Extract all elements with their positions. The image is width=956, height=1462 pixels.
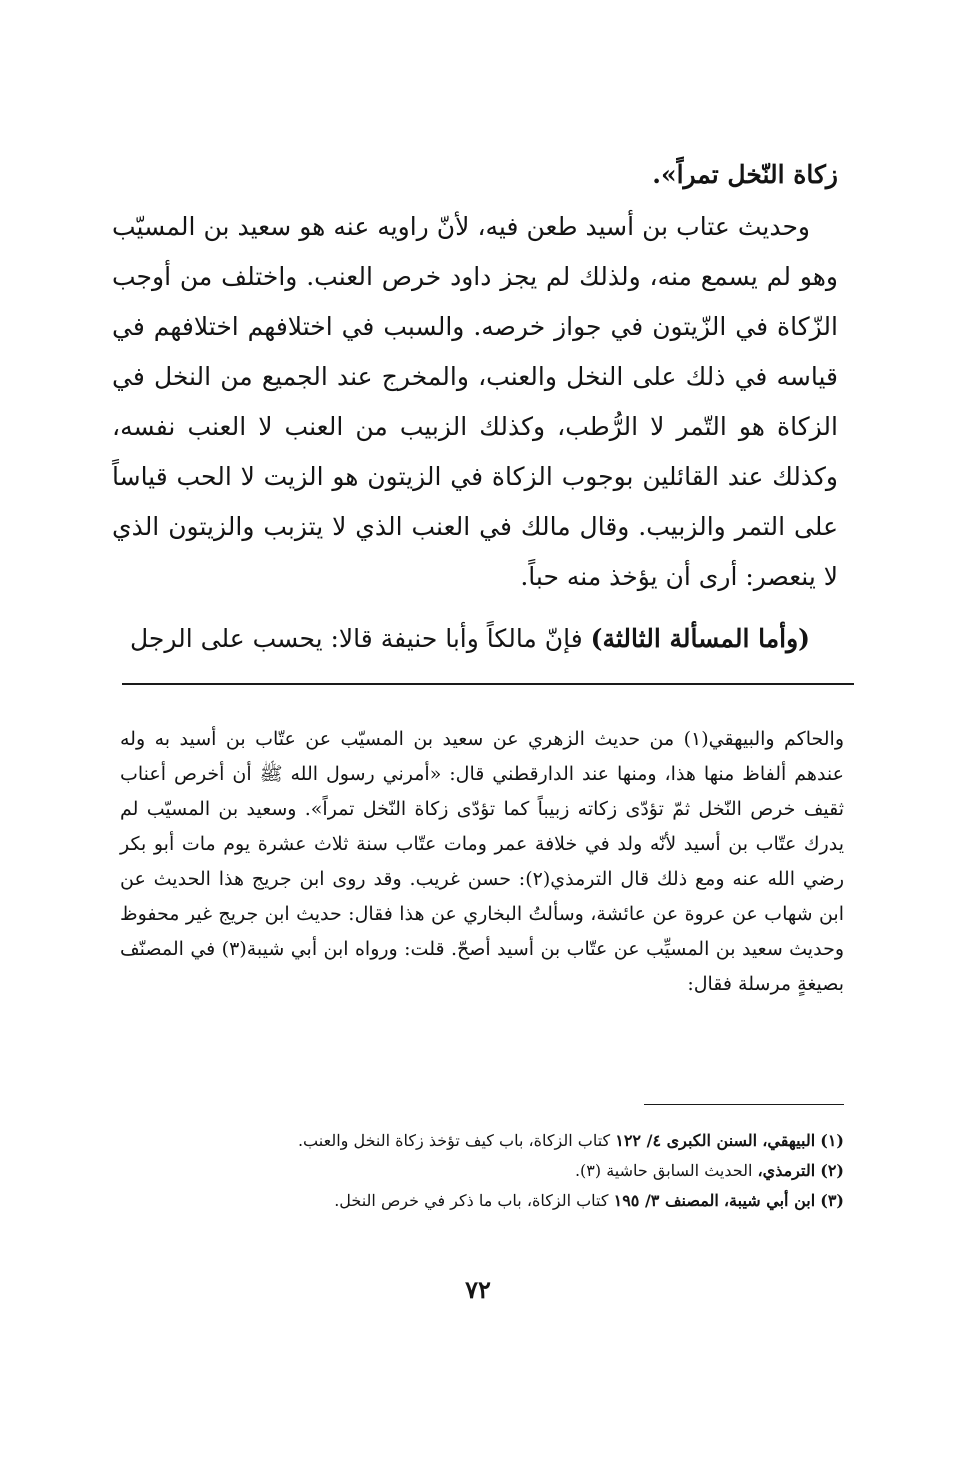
commentary-paragraph: والحاكم والبيهقي(١) من حديث الزهري عن سعيد بن المسيّب عن عتّاب بن أسيد به وله عندهم ألفاظ منها هذا، ومنها عند الدارقطني قال: «أمرني رسول الله ﷺ أن أخرص أعناب ثقيف خرص النّخل ثمّ تؤدّى زكاته زبيباً كما تؤدّى زكاة النّخل تمراً». وسعيد بن المسيّب لم يدرك عتّاب بن أسيد لأنّه ولد في خلافة عمر ومات عتّاب سنة ثلاث عشرة يوم مات أبو بكر رضي الله عنه ومع ذلك قال الترمذي(٢): حسن غريب. وقد روى ابن جريج هذا الحديث عن ابن شهاب عن عروة عن عائشة، وسألتُ البخاري عن هذا فقال: حديث ابن جريج غير محفوظ وحديث سعيد بن المسيِّب عن عتّاب بن أسيد أصحّ. قلت: ورواه ابن أبي شيبة(٣) في المصنّف بصيغةٍ مرسلة فقال:	[120, 728, 844, 995]
commentary-block	[120, 722, 844, 1002]
footnote-rule	[644, 1104, 844, 1105]
section-heading: (وأما المسألة الثالثة)	[590, 624, 810, 653]
footnote-text: الحديث السابق حاشية (٣).	[574, 1161, 753, 1180]
page-number: ٧٢	[465, 1275, 491, 1304]
lead-line: زكاة النّخل تمراً».	[652, 160, 838, 189]
footnote-reference: السنن الكبرى ٤/ ١٢٢	[615, 1131, 758, 1150]
section-text: فإنّ مالكاً وأبا حنيفة قالا: يحسب على الرجل	[129, 624, 591, 653]
footnote-1	[140, 1126, 844, 1156]
footnote-number: (٣)	[820, 1191, 844, 1210]
section-paragraph	[112, 614, 838, 664]
main-text	[112, 150, 838, 664]
footnote-number: (١)	[820, 1131, 844, 1150]
footnote-3	[140, 1186, 844, 1216]
commentary-divider	[122, 683, 854, 685]
footnote-author: الترمذي،	[757, 1161, 816, 1180]
footnote-author: ابن أبي شيبة،	[723, 1191, 816, 1210]
footnote-text: كتاب الزكاة، باب كيف تؤخذ زكاة النخل والعنب.	[297, 1131, 611, 1150]
footnote-number: (٢)	[820, 1161, 844, 1180]
footnote-text: كتاب الزكاة، باب ما ذكر في خرص النخل.	[334, 1191, 609, 1210]
footnote-2	[140, 1156, 844, 1186]
main-paragraph: وحديث عتاب بن أسيد طعن فيه، لأنّ راويه عنه هو سعيد بن المسيّب وهو لم يسمع منه، ولذلك لم يجز داود خرص العنب. واختلف من أوجب الزّكاة في الزّيتون في جواز خرصه. والسبب في اختلافهم اختلافهم في قياسه في ذلك على النخل والعنب، والمخرج عند الجميع من النخل في الزكاة هو التّمر لا الرُّطب، وكذلك الزبيب من العنب لا العنب نفسه، وكذلك عند القائلين بوجوب الزكاة في الزيتون هو الزيت لا الحب قياساً على التمر والزبيب. وقال مالك في العنب الذي لا يتزبب والزيتون الذي لا ينعصر: أرى أن يؤخذ منه حباً.	[112, 212, 838, 591]
footnote-reference: المصنف ٣/ ١٩٥	[613, 1191, 719, 1210]
footnote-author: البيهقي،	[762, 1131, 816, 1150]
footnotes	[140, 1126, 844, 1216]
